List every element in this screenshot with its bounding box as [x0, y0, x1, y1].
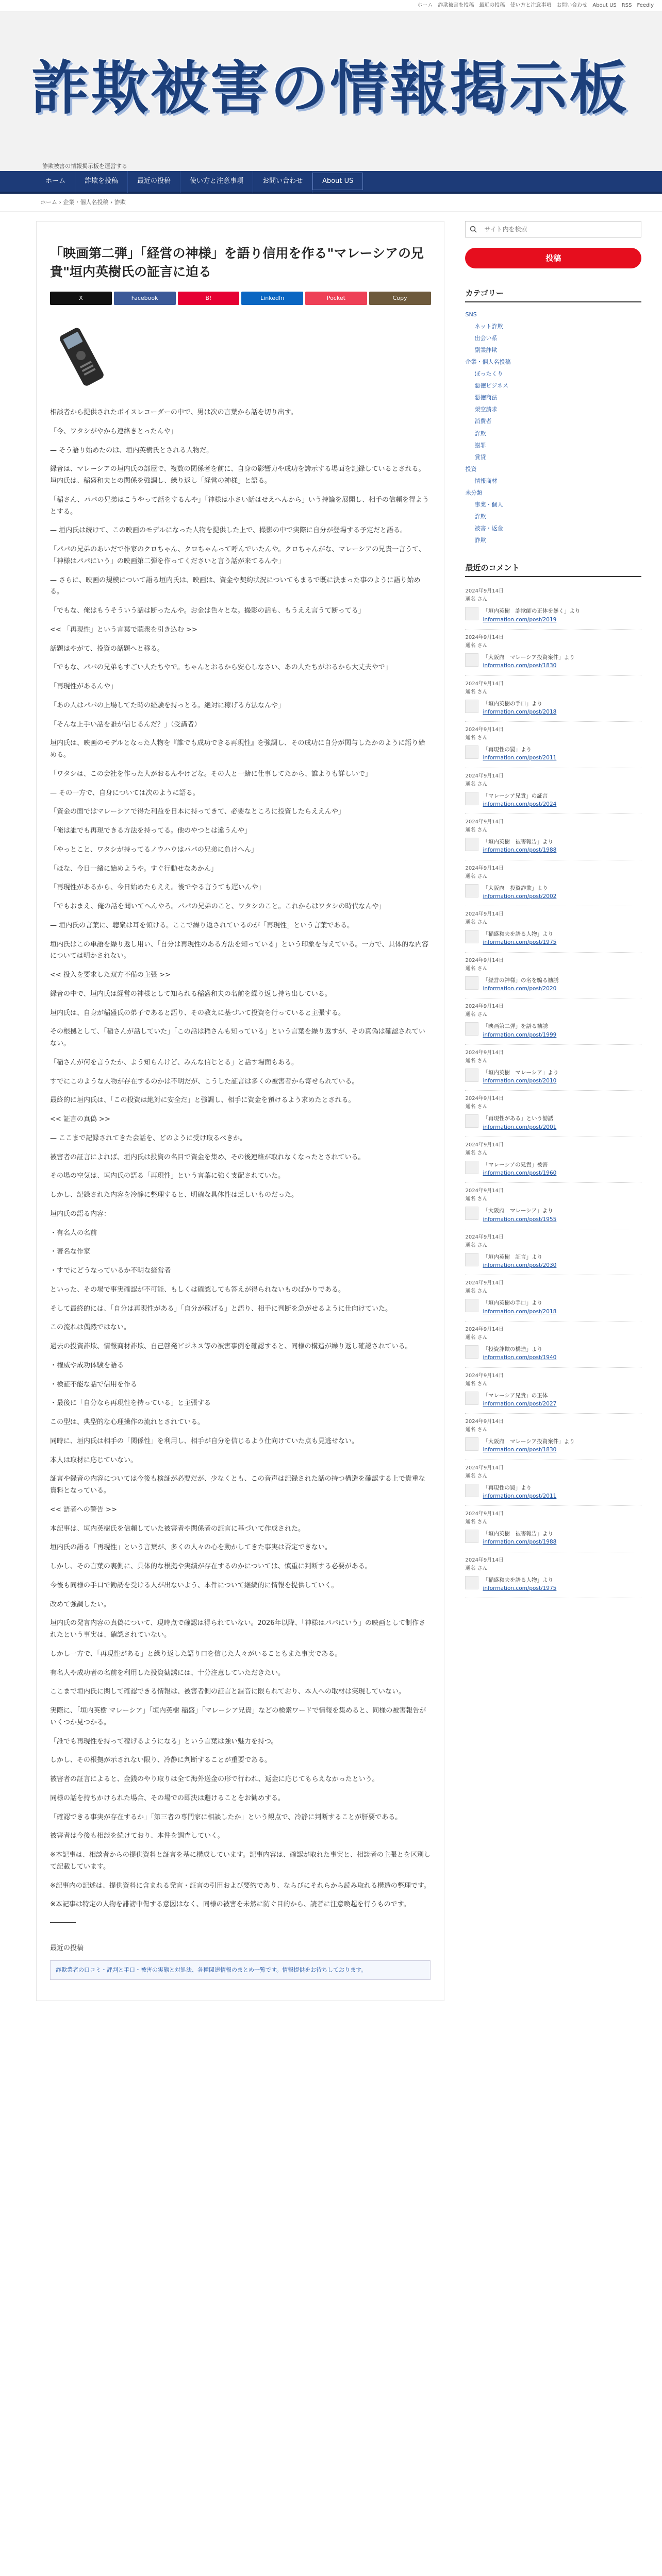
comment-author: 通名 さん [465, 965, 488, 972]
comment-date: 2024年9月14日 [465, 1004, 504, 1010]
comment-text: 「投資詐欺の構造」より [483, 1346, 542, 1352]
article-paragraph: 「確認できる事実が存在するか」「第三者の専門家に相談したか」という観点で、冷静に判断することが肝要である。 [50, 1813, 402, 1821]
article-paragraph: ※記事内の記述は、提供資料に含まれる発言・証言の引用および要約であり、ならびにそれらから読み取れる構造の整理です。 [50, 1882, 431, 1890]
comment-link[interactable]: information.com/post/2010 [483, 1078, 557, 1084]
comment-thumbnail[interactable] [465, 1437, 478, 1451]
comment-date: 2024年9月14日 [465, 1557, 504, 1563]
main-nav [0, 171, 662, 194]
category-item[interactable]: 詐欺 [474, 537, 486, 544]
share-button[interactable]: Pocket [305, 292, 367, 305]
comment-thumbnail[interactable] [465, 745, 478, 759]
article-paragraph: 「やっとこと、ワタシが持ってるノウハウはパパの兄弟に負けへん」 [50, 845, 258, 854]
share-buttons [50, 292, 431, 305]
article-paragraph: ・すでにどうなっているか不明な経営者 [50, 1267, 171, 1275]
comment-link[interactable]: information.com/post/1830 [483, 663, 557, 669]
comment-thumbnail[interactable] [465, 1345, 478, 1359]
comment-item [465, 1552, 641, 1599]
comment-link[interactable]: information.com/post/2027 [483, 1400, 557, 1407]
comment-date: 2024年9月14日 [465, 773, 504, 779]
comment-item [465, 860, 641, 907]
article-paragraph: 本人は取材に応じていない。 [50, 1456, 138, 1464]
category-item[interactable]: ネット詐欺 [474, 323, 503, 330]
comment-author: 通名 さん [465, 1150, 488, 1156]
article-paragraph: — 垣内氏は続けて、この映画のモデルになった人物を提供した上で、撮影の中で実際に自分が登場する予定だと語る。 [50, 527, 407, 535]
article-paragraph: — さらに、映画の規模について語る垣内氏は、映画は、資金や契約状況についてもまるで既に決まった事のように語り始める。 [50, 576, 421, 596]
comment-item [465, 1321, 641, 1368]
article-paragraph: 「稲さん、パパの兄弟はこうやって話をするんや」「神様は小さい話はせえへんから」いう持論を展開し、相手の信頼を得ようとする。 [50, 496, 429, 516]
article-paragraph: しかし一方で、「再現性がある」と繰り返した語り口を信じた人々がいることもまた事実である。 [50, 1650, 342, 1658]
article-paragraph: 垣内氏の語る内容： [50, 1210, 111, 1218]
article-paragraph: << 投入を要求した双方不備の主張 >> [50, 971, 171, 979]
article-paragraph: 「再現性があるんや」 [50, 683, 118, 691]
category-item[interactable]: 未分類 [465, 489, 483, 496]
comment-link[interactable]: information.com/post/1975 [483, 939, 557, 946]
category-item[interactable]: ぼったくり [474, 370, 503, 378]
article-paragraph: 「今、ワタシがやから連絡きとったんや」 [50, 427, 177, 435]
comment-link[interactable]: information.com/post/1940 [483, 1354, 557, 1361]
comment-date: 2024年9月14日 [465, 1049, 504, 1056]
comment-item [465, 1137, 641, 1183]
article-paragraph: ・最後に「自分なら再現性を持っている」と主張する [50, 1399, 211, 1408]
nav-item[interactable]: 使い方と注意事項 [180, 170, 253, 193]
article-paragraph: 被害者の証言によれば、垣内氏は投資の名目で資金を集め、その後連絡が取れなくなったとされている。 [50, 1153, 365, 1161]
comment-author: 通名 さん [465, 1289, 488, 1295]
comment-thumbnail[interactable] [465, 1299, 478, 1312]
comment-text: 「垣内英樹 マレーシア」より [483, 1069, 559, 1076]
comment-thumbnail[interactable] [465, 976, 478, 990]
category-item[interactable]: 謝罪 [474, 442, 486, 449]
article-paragraph: ・権威や成功体験を語る [50, 1361, 124, 1369]
article-paragraph: 被害者は今後も相談を続けており、本件を調査していく。 [50, 1832, 224, 1840]
article-paragraph: 実際に、「垣内英樹 マレーシア」「垣内英樹 稲盛」「マレーシア兄貴」などの検索ワードで情報を集めると、同様の被害報告がいくつか見つかる。 [50, 1707, 426, 1726]
article-paragraph: そして最終的には、「自分は再現性がある」「自分が稼げる」と語り、相手に判断を急がせるように仕向けていた。 [50, 1304, 392, 1313]
comment-author: 通名 さん [465, 827, 488, 834]
breadcrumb-item[interactable]: 詐欺 [114, 199, 126, 206]
comment-item [465, 583, 641, 630]
comment-author: 通名 さん [465, 1519, 488, 1526]
article-paragraph: 相談者から提供されたボイスレコーダーの中で、男は次の言葉から話を切り出す。 [50, 409, 297, 417]
comment-date: 2024年9月14日 [465, 727, 504, 733]
category-item[interactable]: 投資 [465, 465, 477, 472]
search-input[interactable] [481, 222, 641, 237]
article-paragraph: 垣内氏は、映画のモデルとなった人物を『誰でも成功できる再現性』を強調し、その成功に自分が関与したかのように語り始める。 [50, 739, 425, 759]
comment-text: 「再現性の罠」より [483, 1484, 532, 1491]
comment-date: 2024年9月14日 [465, 588, 504, 595]
comment-thumbnail[interactable] [465, 1253, 478, 1266]
comment-text: 「垣内英樹の手口」より [483, 1300, 542, 1307]
article-paragraph: 「でもな、パパの兄弟もすごい人たちやで。ちゃんとおるから安心しなさい、あの人たちがおるから大丈夫やで」 [50, 664, 392, 672]
comment-item [465, 630, 641, 676]
comment-item [465, 1229, 641, 1276]
article-paragraph: この流れは偶然ではない。 [50, 1324, 131, 1332]
voice-recorder-image [50, 318, 117, 396]
comment-item [465, 906, 641, 953]
comment-author: 通名 さん [465, 1473, 488, 1479]
comment-date: 2024年9月14日 [465, 1465, 504, 1471]
comment-thumbnail[interactable] [465, 1484, 478, 1497]
category-heading: カテゴリー [465, 287, 641, 302]
related-box[interactable]: 詐欺業者の口コミ・評判と手口・被害の実態と対処法、各種関連情報のまとめ一覧です。情報提供をお待ちしております。 [50, 1960, 431, 1980]
comment-date: 2024年9月14日 [465, 635, 504, 640]
article-paragraph: << 証言の真偽 >> [50, 1115, 110, 1124]
comment-thumbnail[interactable] [465, 1022, 478, 1036]
comment-text: 「経営の神様」の名を騙る勧誘 [483, 977, 559, 984]
article-paragraph: — そう語り始めたのは、垣内英樹氏とされる人物だ。 [50, 446, 213, 454]
comment-author: 通名 さん [465, 920, 488, 926]
article-paragraph: 録音の中で、垣内氏は経営の神様として知られる稲盛和夫の名前を繰り返し持ち出している。 [50, 990, 332, 998]
category-item[interactable]: 詐欺 [474, 513, 486, 520]
comment-text: 「映画第二弾」を語る勧誘 [483, 1023, 548, 1030]
article-paragraph: ・著名な作家 [50, 1248, 91, 1256]
comment-author: 通名 さん [465, 781, 488, 787]
article-paragraph: その根拠として、「稲さんが話していた」「この話は稲さんも知っている」という言葉を繰り返すが、その真偽は確認されていない。 [50, 1028, 425, 1048]
category-item[interactable]: 悪徳商法 [474, 394, 498, 401]
comment-text: 「稲盛和夫を語る人物」より [483, 1577, 553, 1583]
comment-author: 通名 さん [465, 1012, 488, 1018]
comment-date: 2024年9月14日 [465, 1280, 504, 1286]
comment-thumbnail[interactable] [465, 1161, 478, 1174]
comment-item [465, 1183, 641, 1229]
comment-text: 「大阪府 マレーシア投資案件」より [483, 1438, 575, 1445]
comment-date: 2024年9月14日 [465, 1142, 504, 1148]
topbar-link[interactable]: 使い方と注意事項 [510, 2, 552, 8]
comment-author: 通名 さん [465, 1242, 488, 1248]
nav-item[interactable]: About US [312, 173, 363, 190]
article-paragraph: — 垣内氏の言葉に、聴衆は耳を傾ける。ここで繰り返されているのが「再現性」という言葉である。 [50, 921, 354, 929]
comment-link[interactable]: information.com/post/1830 [483, 1447, 557, 1453]
comment-text: 「大阪府 マレーシア」より [483, 1208, 553, 1214]
post-title: 「映画第二弾」「経営の神様」を語り信用を作る"マレーシアの兄貴"垣内英樹氏の証言に迫る [50, 245, 424, 279]
comment-thumbnail[interactable] [465, 1530, 478, 1543]
article-paragraph: 同時に、垣内氏は相手の「関係性」を利用し、相手が自分を信じるよう仕向けていた点も見逃せない。 [50, 1437, 359, 1445]
article-paragraph: この型は、典型的な心理操作の流れとされている。 [50, 1418, 205, 1427]
topbar-link[interactable]: Feedly [637, 2, 654, 8]
category-item[interactable]: 悪徳ビジネス [474, 382, 509, 389]
comment-date: 2024年9月14日 [465, 1188, 504, 1194]
search-icon [466, 222, 481, 237]
comment-link[interactable]: information.com/post/2024 [483, 801, 557, 807]
comment-item [465, 1045, 641, 1091]
comment-item [465, 1091, 641, 1137]
comment-date: 2024年9月14日 [465, 957, 504, 963]
comment-author: 通名 さん [465, 597, 488, 603]
category-item[interactable]: 賃貸 [474, 453, 486, 461]
comment-link[interactable]: information.com/post/2019 [483, 616, 557, 623]
comment-thumbnail[interactable] [465, 1207, 478, 1220]
topbar-link[interactable]: 最近の投稿 [479, 2, 505, 8]
article-paragraph: 垣内氏は、自身が稲盛氏の弟子であると語り、その教えに基づいて投資を行っていると主張する。 [50, 1009, 345, 1017]
comment-thumbnail[interactable] [465, 1576, 478, 1589]
comment-thumbnail[interactable] [465, 1392, 478, 1405]
comment-text: 「垣内英樹 被害報告」より [483, 839, 553, 845]
comment-item [465, 1460, 641, 1506]
comment-text: 「大阪府 投資詐欺」より [483, 885, 548, 891]
nav-item[interactable]: 最近の投稿 [128, 170, 180, 193]
category-item[interactable]: 出会い系 [474, 334, 498, 342]
article-paragraph: しかし、その根拠が示されない限り、冷静に判断することが重要である。 [50, 1756, 272, 1765]
comment-thumbnail[interactable] [465, 838, 478, 851]
article-body [50, 407, 431, 1911]
article-paragraph: 「再現性があるから、今日始めたらええ。後でやる言うても遅いんや」 [50, 884, 265, 892]
breadcrumb: ホーム › 企業・個人名投稿 › 詐欺 [0, 194, 662, 212]
comment-link[interactable]: information.com/post/2002 [483, 893, 557, 900]
comment-thumbnail[interactable] [465, 1114, 478, 1128]
share-button[interactable]: LinkedIn [241, 292, 303, 305]
comment-text: 「稲盛和夫を語る人物」より [483, 931, 553, 938]
comment-text: 「大阪府 マレーシア投資案件」より [483, 654, 575, 660]
comment-date: 2024年9月14日 [465, 1372, 504, 1379]
comment-date: 2024年9月14日 [465, 911, 504, 918]
comment-thumbnail[interactable] [465, 884, 478, 897]
article-paragraph: 「誰でも再現性を持って稼げるようになる」という言葉は強い魅力を持つ。 [50, 1737, 278, 1745]
article-paragraph: ・有名人の名前 [50, 1229, 97, 1237]
article-paragraph: 被害者の証言によると、金銭のやり取りは全て海外送金の形で行われ、返金に応じてもらえなかったという。 [50, 1775, 379, 1784]
article-paragraph: ※本記事は特定の人物を誹謗中傷する意図はなく、同様の被害を未然に防ぐ目的から、読者に注意喚起を行うものです。 [50, 1901, 410, 1909]
comment-author: 通名 さん [465, 873, 488, 879]
article-paragraph: ・検証不能な話で信用を作る [50, 1380, 138, 1388]
comment-link[interactable]: information.com/post/2018 [483, 708, 557, 715]
article-paragraph: 「資金の面ではマレーシアで得た利益を日本に持ってきて、必要なところに投資したらええんや」 [50, 808, 345, 816]
comment-date: 2024年9月14日 [465, 819, 504, 825]
comment-thumbnail[interactable] [465, 1069, 478, 1082]
topbar-link[interactable]: お問い合わせ [556, 2, 588, 8]
comment-date: 2024年9月14日 [465, 1419, 504, 1425]
comment-link[interactable]: information.com/post/2001 [483, 1124, 557, 1130]
category-item[interactable]: 詐欺 [474, 430, 486, 437]
sidebar [465, 221, 641, 2001]
article-container [36, 221, 444, 2001]
share-button[interactable]: Facebook [114, 292, 176, 305]
comment-link[interactable]: information.com/post/2030 [483, 1262, 557, 1269]
article-paragraph: 「でもな、俺はもうそういう話は断ったんや。お金は色々とな。撮影の話も、もうええ言うて断ってる」 [50, 607, 365, 615]
article-paragraph: 録音は、マレーシアの垣内氏の部屋で、複数の関係者を前に、自身の影響力や成功を誇示する場面を記録しているとされる。垣内氏は、稲盛和夫との関係を強調し、繰り返し「経営の神様」と語る。 [50, 465, 425, 485]
article-paragraph: しかし、その言葉の裏側に、具体的な根拠や実績が存在するのかについては、慎重に判断する必要がある。 [50, 1563, 372, 1571]
article-paragraph: 「そんな上手い話を誰が信じるんだ？」（受講者） [50, 720, 201, 728]
article-paragraph: すでにこのような人物が存在するのかは不明だが、こうした証言は多くの被害者から寄せられている。 [50, 1077, 359, 1086]
share-button[interactable]: Copy [369, 292, 431, 305]
comment-item [465, 1275, 641, 1321]
comment-text: 「垣内英樹 被害報告」より [483, 1531, 553, 1537]
article-paragraph: 「稲さんが何を言うたか、よう知らんけど、みんな信じとる」と話す場面もある。 [50, 1058, 299, 1066]
category-item[interactable]: 情報商材 [474, 477, 498, 484]
article-paragraph: 「でもおまえ、俺の話を聞いてへんやろ。パパの兄弟のこと、ワタシのこと。これからはワタシの時代なんや」 [50, 903, 386, 911]
breadcrumb-item[interactable]: 企業・個人名投稿 [63, 199, 109, 206]
comment-author: 通名 さん [465, 1381, 488, 1387]
comment-author: 通名 さん [465, 1196, 488, 1202]
article-paragraph: 有名人や成功者の名前を利用した投資勧誘には、十分注意していただきたい。 [50, 1669, 285, 1677]
site-header [0, 11, 662, 171]
article-paragraph: 垣内氏の語る「再現性」という言葉が、多くの人々の心を動かしてきた事実は否定できない。 [50, 1544, 332, 1552]
comment-thumbnail[interactable] [465, 700, 478, 713]
article-paragraph: 過去の投資詐欺、情報商材詐欺、自己啓発ビジネス等の被害事例を確認すると、同様の構造が繰り返し確認されている。 [50, 1343, 412, 1351]
nav-item[interactable]: ホーム [36, 170, 75, 193]
article-paragraph: << 「再現性」という言葉で聴衆を引き込む >> [50, 625, 197, 634]
comment-author: 通名 さん [465, 735, 488, 741]
article-paragraph: 「俺は誰でも再現できる方法を持ってる。他のやつとは違うんや」 [50, 827, 252, 835]
comments-list [465, 583, 641, 1598]
comment-date: 2024年9月14日 [465, 1326, 504, 1332]
post-button[interactable]: 投稿 [465, 248, 641, 268]
comment-author: 通名 さん [465, 1427, 488, 1433]
comment-text: 「垣内英樹の手口」より [483, 700, 542, 707]
article-paragraph: といった、その場で事実確認が不可能、もしくは確認しても答えが得られないものばかりである。 [50, 1285, 345, 1294]
comment-date: 2024年9月14日 [465, 1511, 504, 1517]
category-item[interactable]: 被害・返金 [474, 525, 503, 532]
comments-heading: 最近のコメント [465, 562, 641, 577]
comment-item [465, 1414, 641, 1460]
article-paragraph: 同様の話を持ちかけられた場合、その場での即決は避けることをお勧めする。 [50, 1794, 285, 1802]
topbar-link[interactable]: RSS [621, 2, 632, 8]
topbar-link[interactable]: 詐欺被害を投稿 [438, 2, 474, 8]
article-paragraph: 「ワタシは、この会社を作った人がおるんやけどな。その人と一緒に仕事してたから、誰よりも詳しいで」 [50, 770, 372, 778]
comment-thumbnail[interactable] [465, 607, 478, 620]
article-paragraph: << 語者への警告 >> [50, 1505, 117, 1514]
article-paragraph: 垣内氏はこの単語を繰り返し用い、「自分は再現性のある方法を知っている」という印象を与えている。一方で、具体的な内容については明かされない。 [50, 940, 429, 960]
comment-text: 「マレーシア兄貴」の証言 [483, 792, 548, 799]
article-paragraph: 改めて強調したい。 [50, 1600, 111, 1608]
comment-text: 「再現性の罠」より [483, 747, 532, 753]
comment-author: 通名 さん [465, 1334, 488, 1341]
article-paragraph: 「パパの兄弟のあいだで作家のクロちゃん、クロちゃんって呼んでいたんや。クロちゃんがな、マレーシアの兄貴一言うて、「神様はパパにいう」の映画第二弾を作ってくださいと言う話が来てるんや」 [50, 546, 426, 565]
comment-text: 「マレーシアの兄貴」被害 [483, 1161, 548, 1168]
article-paragraph: 本記事は、垣内英樹氏を信頼していた被害者や関係者の証言に基づいて作成された。 [50, 1524, 305, 1533]
comment-link[interactable]: information.com/post/2011 [483, 1493, 557, 1499]
comment-item [465, 814, 641, 860]
category-item[interactable]: 消費者 [474, 418, 492, 425]
nav-item[interactable]: 詐欺を投稿 [75, 170, 128, 193]
article-paragraph: ※本記事は、相談者からの提供資料と証言を基に構成しています。記事内容は、確認が取れた事実と、相談者の主張とを区別して記載しています。 [50, 1851, 431, 1871]
nav-item[interactable]: お問い合わせ [253, 170, 312, 193]
comment-link[interactable]: information.com/post/1955 [483, 1216, 557, 1223]
comment-author: 通名 さん [465, 1565, 488, 1571]
comment-link[interactable]: information.com/post/2020 [483, 985, 557, 992]
category-item[interactable]: 副業詐欺 [474, 346, 498, 353]
article-paragraph: ここまで垣内氏に関して確認できる情報は、被害者側の証言と録音に限られており、本人への取材は実現していない。 [50, 1688, 406, 1696]
comment-author: 通名 さん [465, 1104, 488, 1110]
comment-thumbnail[interactable] [465, 792, 478, 805]
article-paragraph: 「ほな、今日一緒に始めようや。すぐ行動せなあかん」 [50, 865, 218, 873]
comment-link[interactable]: information.com/post/1999 [483, 1031, 557, 1038]
comment-link[interactable]: information.com/post/1988 [483, 1539, 557, 1546]
comment-text: 「再現性がある」という勧誘 [483, 1115, 553, 1122]
article-paragraph: その場の空気は、垣内氏の語る「再現性」という言葉に強く支配されていた。 [50, 1172, 285, 1180]
site-tagline: 詐欺被害の情報掲示板を運営する [42, 163, 127, 170]
comment-thumbnail[interactable] [465, 930, 478, 943]
category-item[interactable]: 架空請求 [474, 406, 498, 413]
comment-text: 「マレーシア兄貴」の正体 [483, 1392, 548, 1399]
comment-date: 2024年9月14日 [465, 681, 504, 687]
category-list [465, 309, 641, 547]
related-heading: 最近の投稿 [50, 1944, 84, 1953]
article-paragraph: 「あの人はパパの上場してた時の経験を持っとる。絶対に稼げる方法なんや」 [50, 701, 285, 709]
comment-item [465, 722, 641, 768]
comment-item [465, 998, 641, 1045]
site-title[interactable]: 詐欺被害の情報掲示板 [31, 55, 629, 122]
comment-date: 2024年9月14日 [465, 1234, 504, 1240]
article-paragraph: 垣内氏の発言内容の真偽について、現時点で確認は得られていない。2026年以降、「神様はパパにいう」の映画として制作されたという事実は、確認されていない。 [50, 1619, 426, 1639]
top-utility-bar [0, 0, 662, 11]
topbar-link[interactable]: ホーム [417, 2, 433, 8]
comment-link[interactable]: information.com/post/1975 [483, 1585, 557, 1591]
comment-item [465, 953, 641, 999]
article-paragraph: — ここまで記録されてきた会話を、どのように受け取るべきか。 [50, 1134, 247, 1142]
comment-author: 通名 さん [465, 643, 488, 649]
share-button[interactable]: X [50, 292, 112, 305]
article-paragraph: 今後も同様の手口で勧誘を受ける人が出ないよう、本件について継続的に情報を提供していく。 [50, 1581, 338, 1589]
comment-link[interactable]: information.com/post/1960 [483, 1170, 557, 1177]
comment-date: 2024年9月14日 [465, 1096, 504, 1102]
category-item[interactable]: 事業・個人 [474, 501, 503, 509]
category-item[interactable]: SNS [465, 311, 477, 318]
article-paragraph: — その一方で、自身については次のように語る。 [50, 789, 200, 797]
comment-author: 通名 さん [465, 1058, 488, 1064]
comment-link[interactable]: information.com/post/2018 [483, 1308, 557, 1315]
comment-date: 2024年9月14日 [465, 865, 504, 871]
share-button[interactable]: B! [178, 292, 240, 305]
comment-thumbnail[interactable] [465, 653, 478, 667]
category-item[interactable]: 企業・個人名投稿 [465, 358, 511, 365]
comment-text: 「垣内英樹 詐欺師の正体を暴く」より [483, 608, 581, 615]
article-paragraph: 証言や録音の内容については今後も検証が必要だが、少なくとも、この音声は記録された話の持つ構造を確認する上で貴重な資料となっている。 [50, 1475, 425, 1495]
comment-text: 「垣内英樹 証言」より [483, 1253, 542, 1260]
comment-item [465, 676, 641, 722]
comment-item [465, 1368, 641, 1414]
comment-item [465, 768, 641, 815]
article-paragraph: しかし、記録された内容を冷静に整理すると、明確な具体性は乏しいものだった。 [50, 1191, 299, 1199]
search-box[interactable] [465, 221, 641, 238]
comment-link[interactable]: information.com/post/2011 [483, 755, 557, 761]
comment-author: 通名 さん [465, 689, 488, 695]
topbar-link[interactable]: About US [592, 2, 617, 8]
article-paragraph: 話題はやがて、投資の話題へと移る。 [50, 645, 164, 653]
article-paragraph: 最終的に垣内氏は、「この投資は絶対に安全だ」と強調し、相手に資金を預けるよう求めたとされる。 [50, 1096, 355, 1105]
breadcrumb-item[interactable]: ホーム [40, 199, 57, 206]
comment-link[interactable]: information.com/post/1988 [483, 847, 557, 854]
comment-item [465, 1506, 641, 1552]
